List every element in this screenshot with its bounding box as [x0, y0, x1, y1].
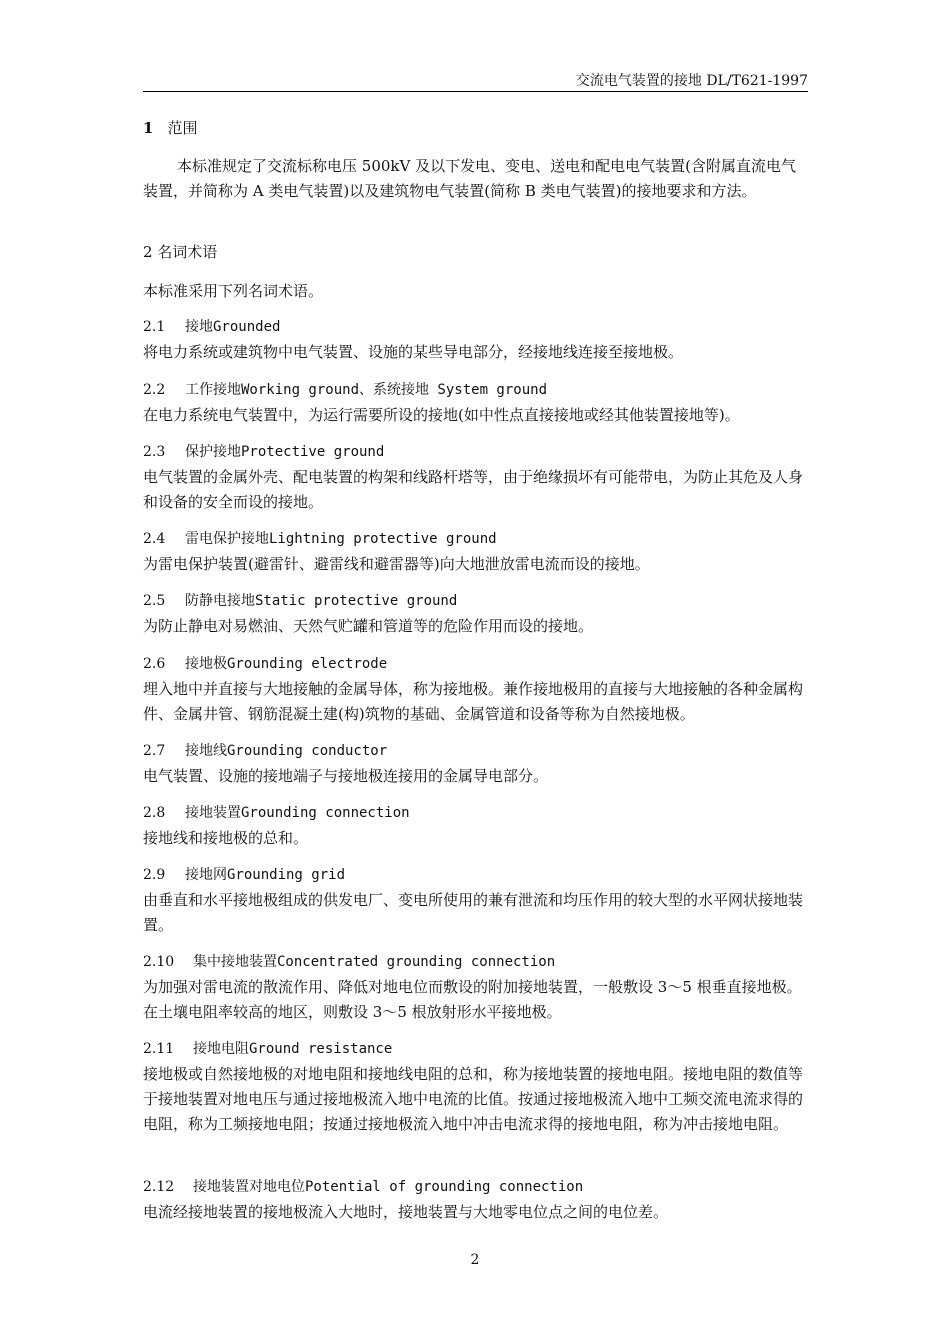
- term-heading-2-4: [143, 527, 497, 551]
- term-cn: 保护接地: [185, 444, 241, 460]
- term-number: 2.9: [143, 867, 166, 883]
- term-en: Protective ground: [241, 444, 385, 460]
- term-en: Grounding conductor: [227, 743, 388, 759]
- term-definition-2-9: 由垂直和水平接地极组成的供发电厂、变电所使用的兼有泄流和均压作用的较大型的水平网状接地装置。: [143, 891, 804, 934]
- term-en: Potential of grounding connection: [305, 1179, 584, 1195]
- term-definition-2-11: 接地极或自然接地极的对地电阻和接地线电阻的总和，称为接地装置的接地电阻。接地电阻的数值等于接地装置对地电压与通过接地极流入地中电流的比值。按通过接地极流入地中工频交流电流求得的电阻，称为工频接地电阻；按通过接地极流入地中冲击电流求得的接地电阻，称为冲击接地电阻。: [143, 1065, 804, 1133]
- term-heading-2-7: [143, 739, 387, 763]
- term-heading-2-9: [143, 863, 345, 887]
- term-cn: 接地装置: [185, 805, 241, 821]
- term-number: 2.5: [143, 593, 166, 609]
- term-en: Lightning protective ground: [269, 531, 497, 547]
- term-definition-2-10: 为加强对雷电流的散流作用、降低对地电位而敷设的附加接地装置，一般敷设 3～5 根垂直接地极。在土壤电阻率较高的地区，则敷设 3～5 根放射形水平接地极。: [143, 978, 802, 1021]
- term-number: 2.3: [143, 444, 166, 460]
- term-definition-2-8: 接地线和接地极的总和。: [143, 829, 309, 847]
- page-number: 2: [470, 1252, 480, 1268]
- term-en: Static protective ground: [255, 593, 458, 609]
- term-en: Ground resistance: [249, 1041, 393, 1057]
- term-definition-2-6: 埋入地中并直接与大地接触的金属导体，称为接地极。兼作接地极用的直接与大地接触的各种金属构件、金属井管、钢筋混凝土建(构)筑物的基础、金属管道和设备等称为自然接地极。: [143, 680, 804, 723]
- term-definition-2-7: 电气装置、设施的接地端子与接地极连接用的金属导电部分。: [143, 767, 549, 785]
- term-heading-2-6: [143, 652, 387, 676]
- term-definition-2-5: 为防止静电对易燃油、天然气贮罐和管道等的危险作用而设的接地。: [143, 617, 594, 635]
- term-heading-2-3: [143, 440, 384, 464]
- term-cn: 接地网: [185, 867, 227, 883]
- term-number: 2.2: [143, 382, 166, 398]
- section-1-paragraph: 本标准规定了交流标称电压 500kV 及以下发电、变电、送电和配电电气装置(含附属直流电气装置，并简称为 A 类电气装置)以及建筑物电气装置(简称 B 类电气装置)的接地要求和方法。: [143, 157, 796, 200]
- running-header: 交流电气装置的接地 DL/T621-1997: [143, 71, 808, 92]
- term-en: Grounding grid: [227, 867, 346, 883]
- section-2-intro: 本标准采用下列名词术语。: [143, 282, 324, 300]
- term-number: 2.1: [143, 319, 166, 335]
- section-1-title: 范围: [167, 119, 198, 137]
- term-definition-2-12: 电流经接地装置的接地极流入大地时，接地装置与大地零电位点之间的电位差。: [143, 1203, 669, 1221]
- term-cn: 接地电阻: [193, 1041, 249, 1057]
- term-definition-2-1: 将电力系统或建筑物中电气装置、设施的某些导电部分，经接地线连接至接地极。: [143, 343, 684, 361]
- term-en: Grounding connection: [241, 805, 410, 821]
- term-cn: 集中接地装置: [193, 954, 277, 970]
- term-heading-2-12: [143, 1175, 583, 1199]
- term-number: 2.10: [143, 954, 175, 970]
- term-heading-2-8: [143, 801, 410, 825]
- term-heading-2-1: [143, 315, 280, 339]
- term-en: Grounding electrode: [227, 656, 388, 672]
- term-cn: 接地极: [185, 656, 227, 672]
- term-definition-2-4: 为雷电保护装置(避雷针、避雷线和避雷器等)向大地泄放雷电流而设的接地。: [143, 555, 650, 573]
- term-cn: 接地装置对地电位: [193, 1179, 305, 1195]
- term-cn: 工作接地: [185, 382, 241, 398]
- term-definition-2-2: 在电力系统电气装置中，为运行需要所设的接地(如中性点直接接地或经其他装置接地等)。: [143, 406, 740, 424]
- term-number: 2.4: [143, 531, 166, 547]
- term-definition-2-3: 电气装置的金属外壳、配电装置的构架和线路杆塔等，由于绝缘损坏有可能带电，为防止其危及人身和设备的安全而设的接地。: [143, 468, 804, 511]
- term-cn: 防静电接地: [185, 593, 255, 609]
- term-heading-2-5: [143, 589, 457, 613]
- term-number: 2.8: [143, 805, 166, 821]
- term-cn: 接地: [185, 319, 213, 335]
- term-number: 2.7: [143, 743, 166, 759]
- section-1-heading: [143, 116, 197, 141]
- term-number: 2.12: [143, 1179, 175, 1195]
- section-2-heading: 2 名词术语: [143, 243, 218, 261]
- section-1-number: 1: [143, 119, 154, 137]
- term-heading-2-11: [143, 1037, 392, 1061]
- term-heading-2-2: [143, 378, 547, 402]
- term-cn: 接地线: [185, 743, 227, 759]
- term-cn: 雷电保护接地: [185, 531, 269, 547]
- term-heading-2-10: [143, 950, 555, 974]
- term-en: Concentrated grounding connection: [277, 954, 556, 970]
- term-number: 2.6: [143, 656, 166, 672]
- term-en: Grounded: [213, 319, 281, 335]
- term-en: Working ground、系统接地 System ground: [241, 382, 548, 398]
- term-number: 2.11: [143, 1041, 175, 1057]
